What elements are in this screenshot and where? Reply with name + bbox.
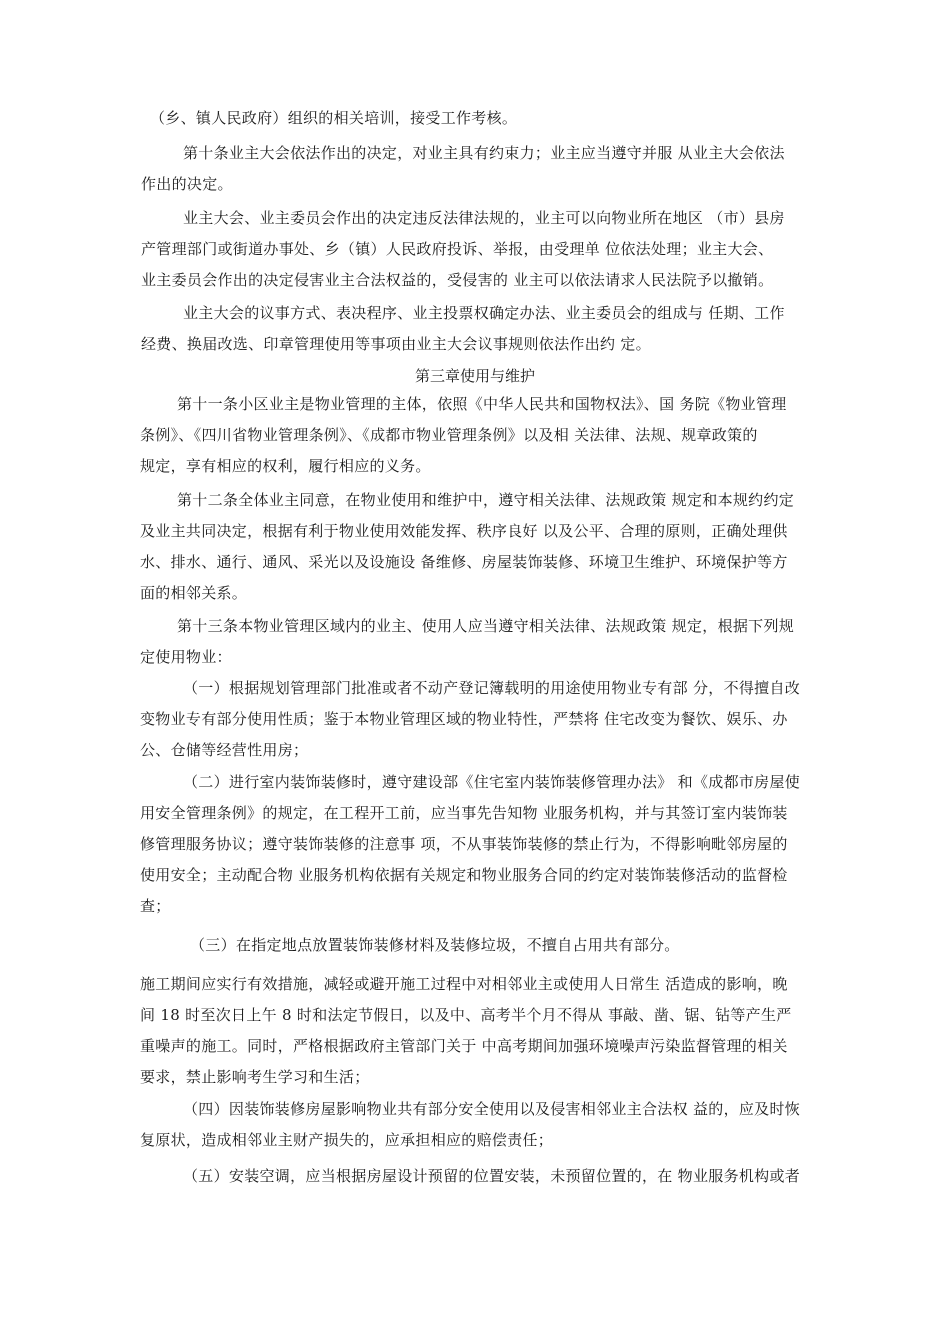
text-line: 复原状，造成相邻业主财产损失的，应承担相应的赔偿责任； — [140, 1131, 554, 1149]
text-line: 修管理服务协议；遵守装饰装修的注意事 项，不从事装饰装修的禁止行为，不得影响毗邻房屋的 — [140, 835, 788, 853]
paragraph-item-3 — [190, 930, 680, 961]
text-line: 第十条业主大会依法作出的决定，对业主具有约束力；业主应当遵守并服 从业主大会依法 — [183, 144, 785, 162]
text-line: 规定，享有相应的权利，履行相应的义务。 — [140, 457, 431, 475]
paragraph-article-10-b — [141, 203, 785, 296]
text-line: 第十三条本物业管理区域内的业主、使用人应当遵守相关法律、法规政策 规定，根据下列规 — [177, 617, 795, 635]
text-line: （三）在指定地点放置装饰装修材料及装修垃圾，不擅自占用共有部分。 — [190, 936, 680, 954]
paragraph-article-10-c — [141, 298, 785, 360]
text-line: 产管理部门或街道办事处、乡（镇）人民政府投诉、举报，由受理单 位依法处理；业主大会、 — [141, 240, 774, 258]
paragraph-article-12 — [140, 485, 795, 609]
paragraph-article-10 — [141, 138, 785, 200]
text-line: 用安全管理条例》的规定，在工程开工前，应当事先告知物 业服务机构，并与其签订室内装饰装 — [140, 804, 788, 822]
text-line: （乡、镇人民政府）组织的相关培训，接受工作考核。 — [150, 109, 518, 127]
text-line: 经费、换届改选、印章管理使用等事项由业主大会议事规则依法作出约 定。 — [141, 335, 651, 353]
text-line: 条例》、《四川省物业管理条例》、《成都市物业管理条例》以及相 关法律、法规、规章政策的 — [140, 426, 758, 444]
text-line: 使用安全；主动配合物 业服务机构依据有关规定和物业服务合同的约定对装饰装修活动的监督检 — [140, 866, 788, 884]
text-line: 第十一条小区业主是物业管理的主体，依照《中华人民共和国物权法》、国 务院《物业管理 — [177, 395, 787, 413]
text-line: 间 18 时至次日上午 8 时和法定节假日，以及中、高考半个月不得从 事敲、凿、锯、钻等产生严 — [140, 1006, 792, 1024]
text-line: 要求，禁止影响考生学习和生活； — [140, 1068, 370, 1086]
text-line: 面的相邻关系。 — [140, 584, 248, 602]
paragraph-article-13 — [140, 611, 795, 673]
text-line: （二）进行室内装饰装修时，遵守建设部《住宅室内装饰装修管理办法》 和《成都市房屋使 — [183, 773, 801, 791]
text-line: 定使用物业： — [140, 648, 232, 666]
text-line: 业主大会的议事方式、表决程序、业主投票权确定办法、业主委员会的组成与 任期、工作 — [183, 304, 785, 322]
text-line: （一）根据规划管理部门批准或者不动产登记簿载明的用途使用物业专有部 分，不得擅自改 — [183, 679, 801, 697]
paragraph-construction — [140, 969, 792, 1093]
text-line: （五）安装空调，应当根据房屋设计预留的位置安装，未预留位置的，在 物业服务机构或者 — [183, 1167, 801, 1185]
chapter-heading: 第三章使用与维护 — [414, 367, 535, 385]
paragraph-item-1 — [140, 673, 801, 766]
text-line: （四）因装饰装修房屋影响物业共有部分安全使用以及侵害相邻业主合法权 益的，应及时恢 — [183, 1100, 801, 1118]
text-line: 及业主共同决定，根据有利于物业使用效能发挥、秩序良好 以及公平、合理的原则，正确处理供 — [140, 522, 788, 540]
text-line: 第十二条全体业主同意，在物业使用和维护中，遵守相关法律、法规政策 规定和本规约约定 — [177, 491, 795, 509]
paragraph-article-11 — [140, 389, 787, 482]
text-line: 作出的决定。 — [141, 175, 233, 193]
paragraph-1 — [150, 103, 517, 134]
text-line: 变物业专有部分使用性质；鉴于本物业管理区域的物业特性，严禁将 住宅改变为餐饮、娱乐、办 — [140, 710, 788, 728]
text-line: 重噪声的施工。同时，严格根据政府主管部门关于 中高考期间加强环境噪声污染监督管理的相关 — [140, 1037, 788, 1055]
text-line: 水、排水、通行、通风、采光以及设施设 备维修、房屋装饰装修、环境卫生维护、环境保护等方 — [140, 553, 788, 571]
text-line: 公、仓储等经营性用房； — [140, 741, 309, 759]
text-line: 施工期间应实行有效措施，减轻或避开施工过程中对相邻业主或使用人日常生 活造成的影响，晚 — [140, 975, 788, 993]
text-line: 业主大会、业主委员会作出的决定违反法律法规的，业主可以向物业所在地区 （市）县房 — [183, 209, 785, 227]
text-line: 业主委员会作出的决定侵害业主合法权益的，受侵害的 业主可以依法请求人民法院予以撤销。 — [141, 271, 774, 289]
paragraph-item-4 — [140, 1094, 801, 1156]
paragraph-item-5 — [183, 1161, 800, 1192]
text-line: 查； — [140, 897, 171, 915]
paragraph-item-2 — [140, 767, 801, 922]
